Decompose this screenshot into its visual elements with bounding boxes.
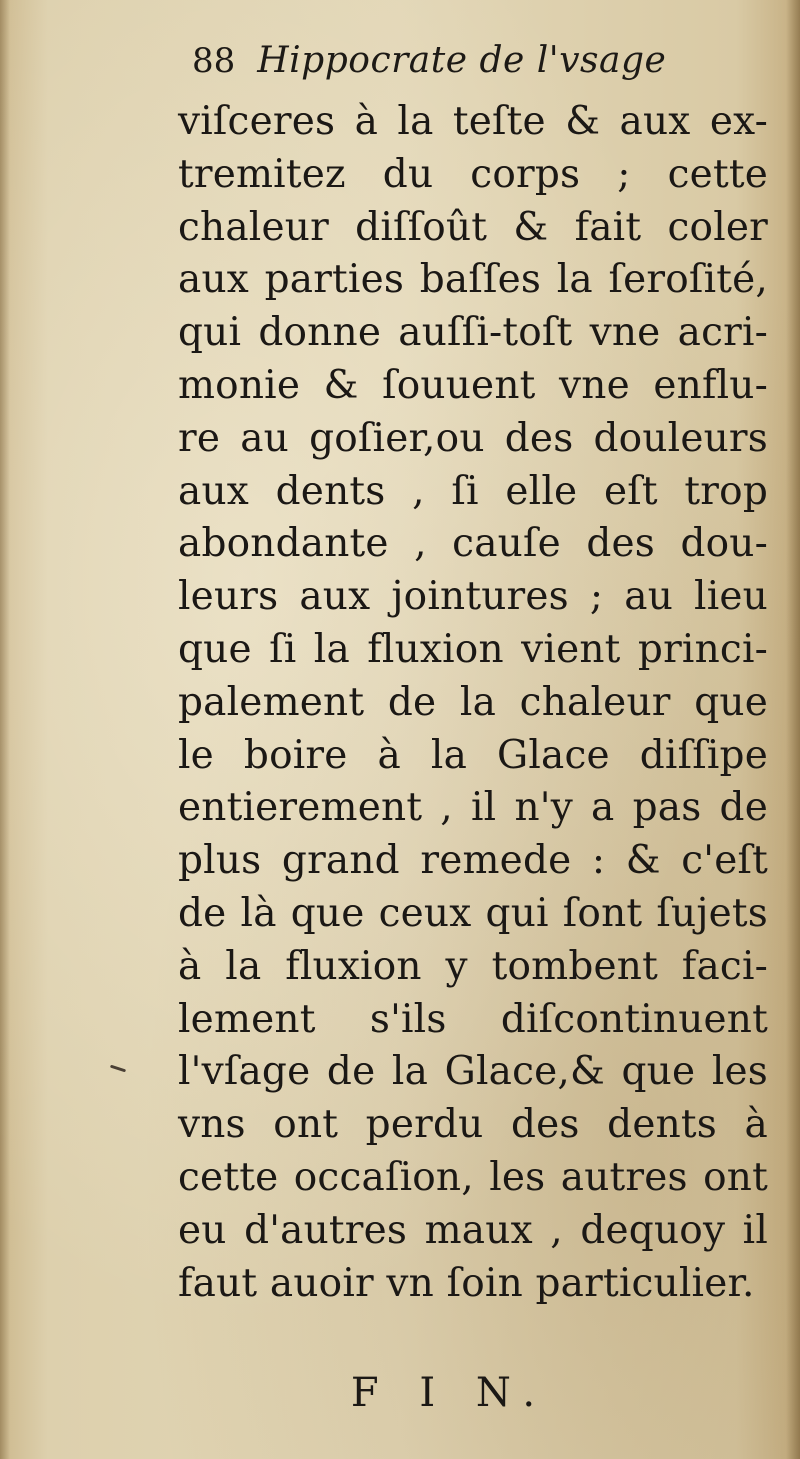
- text-line: vns ont perdu des dents à: [178, 1102, 768, 1148]
- text-line: lement s'ils diſcontinuent: [178, 996, 768, 1042]
- text-line: que ſi la fluxion vient princi-: [178, 626, 768, 672]
- text-line: aux parties baſſes la ſeroſité,: [178, 257, 768, 303]
- end-mark: F I N.: [350, 1370, 550, 1416]
- text-line: plus grand remede : & c'eſt: [178, 838, 768, 884]
- text-line: abondante , cauſe des dou-: [178, 521, 768, 567]
- text-line: leurs aux jointures ; au lieu: [178, 574, 768, 620]
- text-line: qui donne auſſi-toſt vne acri-: [178, 310, 768, 356]
- text-line: re au goſier,ou des douleurs: [178, 415, 768, 461]
- running-title: Hippocrate de l'vsage: [257, 40, 667, 81]
- page-left-shadow: [0, 0, 10, 1459]
- text-line: monie & ſouuent vne enflu-: [178, 362, 768, 408]
- page-header: [192, 40, 666, 96]
- ink-mark: [110, 1065, 126, 1073]
- text-line: faut auoir vn ſoin particulier.: [178, 1260, 755, 1306]
- text-line: chaleur diſſoût & fait coler: [178, 204, 768, 250]
- text-line: le boire à la Glace diſſipe: [178, 732, 768, 778]
- text-line: cette occaſion, les autres ont: [178, 1154, 768, 1200]
- text-line: eu d'autres maux , dequoy il: [178, 1207, 768, 1253]
- text-line: à la fluxion y tombent faci-: [178, 943, 768, 989]
- text-line: viſceres à la teſte & aux ex-: [178, 99, 768, 144]
- text-line: palement de la chaleur que: [178, 679, 768, 725]
- body-text: [178, 96, 768, 1310]
- text-line: de là que ceux qui ſont ſujets: [178, 890, 768, 936]
- text-line: aux dents , ſi elle eſt trop: [178, 468, 768, 514]
- text-line: l'vſage de la Glace,& que les: [178, 1049, 768, 1095]
- page-number: 88: [192, 41, 236, 81]
- page-right-shadow: [786, 0, 800, 1459]
- text-line: tremitez du corps ; cette: [178, 151, 768, 197]
- text-line: entierement , il n'y a pas de: [178, 785, 768, 831]
